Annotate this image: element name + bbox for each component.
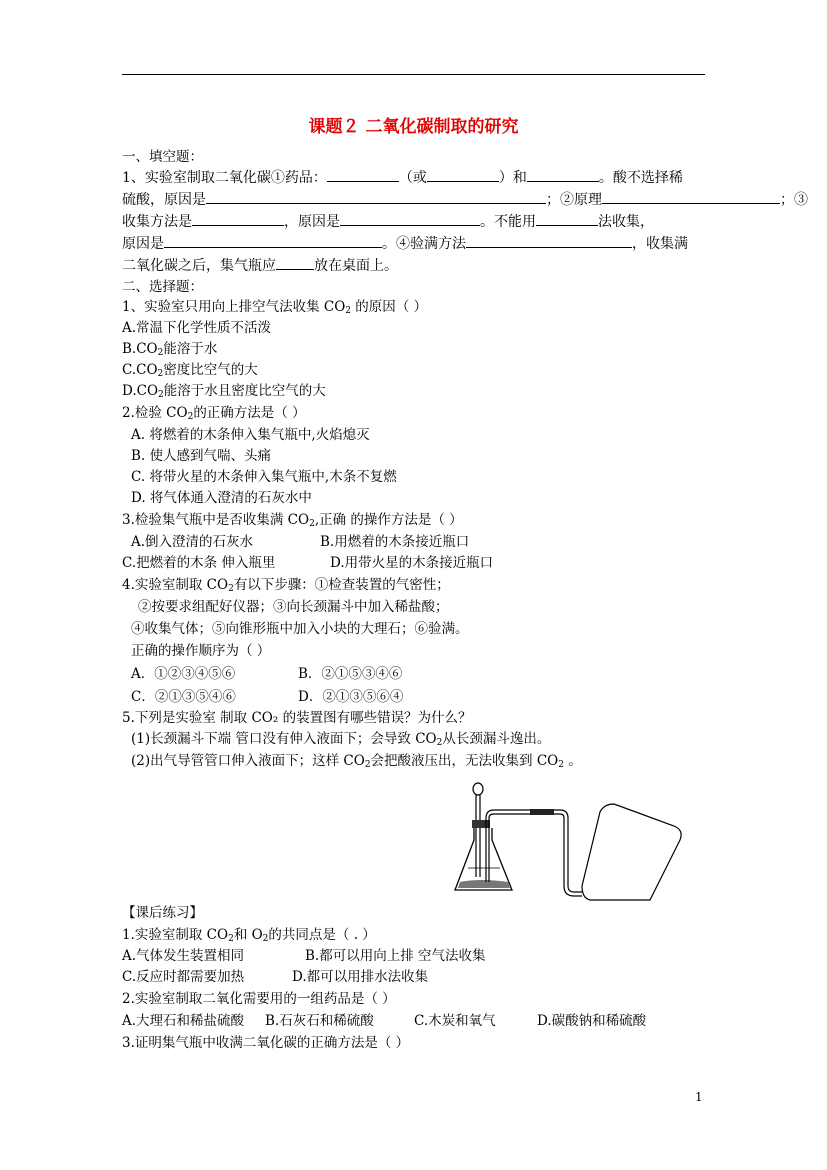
rubber-stopper — [472, 820, 490, 828]
hw-q1-option-c[interactable]: C.反应时都需要加热 — [122, 969, 245, 985]
q1-option-b[interactable]: $B.CO_2$能溶于水 — [122, 341, 218, 358]
q3-option-b[interactable]: B.用燃着的木条接近瓶口 — [320, 534, 470, 550]
hw-q3-stem: 3.证明集气瓶中收满二氧化碳的正确方法是（ ） — [122, 1035, 410, 1051]
hw-q2-option-c[interactable]: C.木炭和氧气 — [414, 1013, 496, 1029]
q4-steps-line-3: ④收集气体；⑤向锥形瓶中加入小块的大理石；⑥验满。 — [131, 621, 469, 637]
hw-q1-stem: 1.实验室制取 $CO_2$和 $O_2$的共同点是（ . ） — [122, 927, 376, 944]
blank[interactable] — [164, 233, 382, 248]
q2-stem: 2.检验 $CO_2$的正确方法是（ ） — [122, 405, 306, 422]
section2-heading: 二、选择题： — [122, 279, 203, 295]
hw-q2-option-d[interactable]: D.碳酸钠和稀硫酸 — [537, 1013, 647, 1029]
blank[interactable] — [466, 233, 632, 248]
q2-option-c[interactable]: C. 将带火星的木条伸入集气瓶中,木条不复燃 — [131, 469, 397, 485]
marble-chips — [458, 880, 510, 888]
co2-apparatus-diagram — [450, 782, 700, 902]
funnel-bulb — [473, 783, 483, 795]
blank[interactable] — [602, 189, 780, 204]
hw-q2-option-a[interactable]: A.大理石和稀盐硫酸 — [122, 1013, 245, 1029]
blank[interactable] — [340, 211, 480, 226]
q1-stem: 1、实验室只用向上排空气法收集 $CO_2$ 的原因（ ） — [122, 299, 428, 316]
q3-option-a[interactable]: A.倒入澄清的石灰水 — [131, 534, 254, 550]
q4-option-d[interactable]: D．②①③⑤⑥④ — [298, 689, 404, 705]
blank[interactable] — [427, 167, 499, 182]
q2-option-a[interactable]: A. 将燃着的木条伸入集气瓶中,火焰熄灭 — [131, 427, 370, 443]
fill-line-4: 原因是 。④验满方法 ，收集满 — [122, 233, 688, 254]
q4-option-a[interactable]: A．①②③④⑤⑥ — [131, 666, 236, 682]
q4-steps-line-2: ②按要求组配好仪器；③向长颈漏斗中加入稀盐酸； — [138, 599, 449, 615]
fill-line-2: 硫酸，原因是 ；②原理 ；③ — [122, 189, 808, 210]
q4-option-c[interactable]: C．②①③⑤④⑥ — [131, 689, 236, 705]
hw-q1-option-b[interactable]: B.都可以用向上排 空气法收集 — [305, 948, 486, 964]
q4-prompt: 正确的操作顺序为（ ） — [131, 643, 271, 659]
header-rule — [122, 74, 705, 75]
q1-option-d[interactable]: $D.CO_2$能溶于水且密度比空气的大 — [122, 383, 326, 400]
q1-option-c[interactable]: $C.CO_2$密度比空气的大 — [122, 362, 258, 379]
q5-answer-2: (2)出气导管管口伸入液面下；这样 $CO_2$会把酸液压出，无法收集到 $CO_2$ 。 — [131, 753, 582, 770]
page-number: 1 — [695, 1090, 703, 1104]
fill-line-1: 1、实验室制取二氧化碳①药品： （或 ）和 。酸不选择稀 — [122, 167, 683, 188]
gas-collection-bag — [582, 804, 681, 900]
hw-q2-option-b[interactable]: B.石灰石和稀硫酸 — [265, 1013, 374, 1029]
blank[interactable] — [276, 255, 314, 270]
q5-stem: 5.下列是实验室 制取 CO₂ 的装置图有哪些错误？为什么？ — [122, 710, 472, 726]
blank[interactable] — [536, 211, 598, 226]
rubber-tubing — [530, 809, 554, 815]
q4-option-b[interactable]: B．②①⑤③④⑥ — [298, 666, 403, 682]
hw-q1-option-d[interactable]: D.都可以用排水法收集 — [292, 969, 429, 985]
blank[interactable] — [527, 167, 599, 182]
blank[interactable] — [327, 167, 399, 182]
homework-heading: 【课后练习】 — [122, 905, 203, 921]
blank[interactable] — [206, 189, 546, 204]
blank[interactable] — [192, 211, 284, 226]
q4-stem: 4.实验室制取 $CO_2$有以下步骤：①检查装置的气密性； — [122, 577, 450, 594]
q3-option-d[interactable]: D.用带火星的木条接近瓶口 — [330, 555, 494, 571]
hw-q1-option-a[interactable]: A.气体发生装置相同 — [122, 948, 245, 964]
q2-option-b[interactable]: B. 使人感到气喘、头痛 — [131, 448, 272, 464]
q3-stem: 3.检验集气瓶中是否收集满 $CO_2$,正确 的操作方法是（ ） — [122, 512, 463, 529]
q2-option-d[interactable]: D. 将气体通入澄清的石灰水中 — [131, 490, 312, 506]
fill-line-5: 二氧化碳之后，集气瓶应 放在桌面上。 — [122, 255, 398, 276]
fill-line-3: 收集方法是 ，原因是 。不能用 法收集， — [122, 211, 654, 232]
section1-heading: 一、填空题： — [122, 149, 203, 165]
q3-option-c[interactable]: C.把燃着的木条 伸入瓶里 — [122, 555, 276, 571]
hw-q2-stem: 2.实验室制取二氧化需要用的一组药品是（ ） — [122, 991, 396, 1007]
q1-option-a[interactable]: A.常温下化学性质不活泼 — [122, 320, 272, 336]
page-title: 课题２ 二氧化碳制取的研究 — [308, 117, 519, 137]
q5-answer-1: (1)长颈漏斗下端 管口没有伸入液面下；会导致 $CO_2$从长颈漏斗逸出。 — [131, 731, 551, 748]
